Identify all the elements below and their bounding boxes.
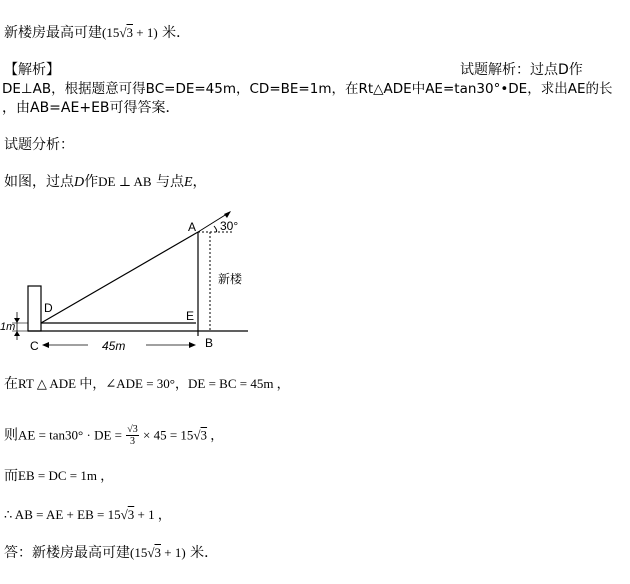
label-b: B <box>205 336 214 350</box>
step-3 <box>4 467 113 485</box>
construction-point-d: D <box>74 175 85 190</box>
answer-suffix: 米． <box>185 545 219 561</box>
step-2 <box>4 424 223 447</box>
intro-expr-open: (15 <box>102 25 120 40</box>
step-2-sqrt: √3 <box>193 427 208 443</box>
angle-arc <box>214 226 217 232</box>
line-da <box>41 232 198 323</box>
answer-prefix: 答：新楼房最高可建 <box>4 545 130 561</box>
answer-expr: (15√3 + 1) <box>130 545 186 560</box>
step-1-math: RT △ ADE 中，∠ADE = 30°，DE = BC = 45m ， <box>18 376 290 391</box>
dim-45m-arrow-left <box>42 342 49 348</box>
step-4-radicand: 3 <box>127 507 135 522</box>
intro-expr: (15√3 + 1) <box>102 25 158 40</box>
step-2-radicand: 3 <box>200 427 208 443</box>
step-2-fraction <box>126 424 139 447</box>
step-2-prefix: 则 <box>4 427 18 444</box>
step-2-frac-num: √3 <box>127 424 138 435</box>
step-2-frac-den: 3 <box>129 436 135 447</box>
construction-perp: DE ⊥ AB <box>98 174 152 189</box>
analysis-line3: ，由AB=AE+EB可得答案． <box>2 100 180 116</box>
dim-1m-label: 1m <box>0 321 16 333</box>
dim-45m-label: 45m <box>102 339 126 353</box>
step-4 <box>4 506 171 524</box>
step-1 <box>4 375 290 393</box>
sun-ray-arrowhead <box>224 211 231 218</box>
analysis-line2: DE⊥AB，根据题意可得BC=DE=45m，CD=BE=1m，在Rt△ADE中AE=tan30°•DE，求出AE的长 <box>2 81 613 97</box>
analysis-heading: 【解析】 <box>4 62 60 78</box>
old-building <box>28 286 41 331</box>
intro-prefix: 新楼房最高可建 <box>4 25 102 41</box>
label-c: C <box>30 339 39 353</box>
step-2-tail: ， <box>207 427 224 443</box>
label-d: D <box>44 301 53 315</box>
construction-point-e: E <box>183 175 193 190</box>
label-a: A <box>188 220 197 234</box>
step-3-prefix: 而 <box>4 468 18 484</box>
answer-line <box>4 544 218 562</box>
answer-expr-open: (15 <box>130 545 148 560</box>
step-2-math-a: AE = tan30° · DE = <box>18 427 126 443</box>
intro-expr-radicand: 3 <box>126 25 133 40</box>
step-4-sqrt: √3 <box>120 507 135 522</box>
intro-suffix: 米． <box>157 25 191 41</box>
step-3-math: EB = DC = 1m ， <box>18 468 114 483</box>
step-2-math-b: × 45 = 15 <box>139 427 194 443</box>
step-4-math-a: ∴ AB = AE + EB = 15 <box>4 507 121 522</box>
label-e: E <box>186 309 195 323</box>
angle-label: 30° <box>220 219 239 233</box>
intro-expr-rest: + 1) <box>132 25 158 40</box>
construction-verb: 作 <box>84 174 99 190</box>
construction-prefix: 如图，过点 <box>4 174 74 190</box>
analysis-right-title: 试题解析：过点D作 <box>460 62 583 78</box>
step-1-prefix: 在 <box>4 376 18 392</box>
new-building-outline <box>198 232 210 331</box>
section-title: 试题分析： <box>4 137 74 153</box>
construction-suffix: ， <box>192 174 207 190</box>
answer-expr-radicand: 3 <box>154 545 161 560</box>
construction-middle: 与点 <box>151 174 184 190</box>
dim-45m-arrow-right <box>189 342 196 348</box>
step-4-math-b: + 1 ， <box>134 507 171 522</box>
building-label: 新楼 <box>218 272 243 286</box>
answer-expr-rest: + 1) <box>160 545 186 560</box>
